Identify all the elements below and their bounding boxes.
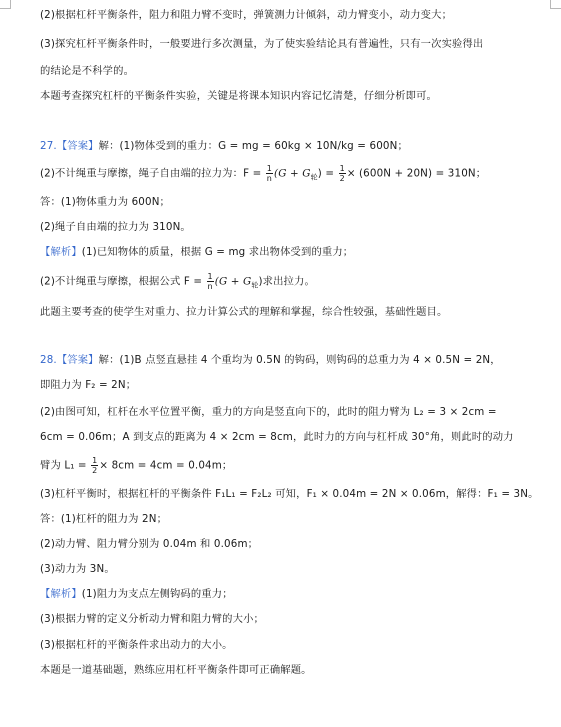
q27-formula-line-2 bbox=[40, 272, 549, 293]
fraction bbox=[91, 456, 98, 475]
text-line: 6cm = 0.06m；A 到支点的距离为 4 × 2cm = 8cm，此时力的方向与杠杆成 30°角，则此时的动力 bbox=[40, 431, 514, 443]
page-corner-mark-right bbox=[550, 0, 561, 9]
analysis-text: (1)阻力为支点左侧钩码的重力； bbox=[81, 588, 233, 600]
formula-prefix: (2)不计绳重与摩擦，绳子自由端的拉力为：F = bbox=[40, 167, 262, 180]
fraction bbox=[266, 164, 273, 183]
fraction-numerator: 1 bbox=[339, 164, 345, 173]
q27-answer-line bbox=[40, 139, 549, 153]
text-line: (2)动力臂、阻力臂分别为 0.04m 和 0.06m； bbox=[40, 538, 259, 550]
formula-part: ) = bbox=[317, 167, 335, 180]
text-line: 即阻力为 F₂ = 2N； bbox=[40, 379, 137, 391]
fraction-numerator: 1 bbox=[92, 456, 98, 465]
text-line: 本题是一道基础题，熟练应用杠杆平衡条件即可正确解题。 bbox=[40, 664, 312, 676]
q27-formula-line bbox=[40, 164, 549, 185]
question-number: 28. bbox=[40, 354, 57, 366]
formula-part: (G + G bbox=[274, 167, 311, 180]
question-number: 27. bbox=[40, 140, 57, 152]
text-line: (3)根据力臂的定义分析动力臂和阻力臂的大小； bbox=[40, 613, 264, 625]
text-line: (3)根据杠杆的平衡条件求出动力的大小。 bbox=[40, 639, 233, 651]
fraction-denominator: 2 bbox=[92, 466, 98, 475]
analysis-tag: 【解析】 bbox=[40, 588, 82, 600]
formula-subscript: 轮 bbox=[251, 281, 259, 290]
text-line: (3)动力为 3N。 bbox=[40, 563, 115, 575]
formula-part: (G + G bbox=[214, 275, 252, 288]
answer-tag: 【答案】 bbox=[56, 140, 99, 152]
fraction-numerator: 1 bbox=[207, 272, 213, 281]
answer-text: 解：(1)B 点竖直悬挂 4 个重均为 0.5N 的钩码，则钩码的总重力为 4 × 0.5N = 2N， bbox=[98, 354, 501, 366]
analysis-text: (1)已知物体的质量，根据 G = mg 求出物体受到的重力； bbox=[81, 246, 354, 258]
text-line: 此题主要考查的使学生对重力、拉力计算公式的理解和掌握，综合性较强，基础性题目。 bbox=[40, 306, 448, 318]
formula-suffix: × 8cm = 4cm = 0.04m； bbox=[99, 459, 233, 472]
fraction-denominator: n bbox=[207, 282, 213, 291]
fraction-denominator: n bbox=[266, 174, 273, 183]
formula-prefix: (2)不计绳重与摩擦，根据公式 F = bbox=[40, 275, 203, 288]
q28-analysis-line bbox=[40, 587, 549, 601]
analysis-tag: 【解析】 bbox=[40, 246, 82, 258]
text-line: (2)绳子自由端的拉力为 310N。 bbox=[40, 221, 191, 233]
text-line: (2)由图可知，杠杆在水平位置平衡，重力的方向是竖直向下的，此时的阻力臂为 L₂ = 3 × 2cm = bbox=[40, 406, 497, 418]
page-corner-mark-left bbox=[0, 0, 11, 9]
formula-suffix: × (600N + 20N) = 310N； bbox=[346, 167, 487, 180]
text-line: 答：(1)杠杆的阻力为 2N； bbox=[40, 513, 168, 525]
text-line: (3)探究杠杆平衡条件时，一般要进行多次测量，为了使实验结论具有普遍性，只有一次实验得出 bbox=[40, 38, 484, 50]
formula-subscript: 轮 bbox=[310, 173, 318, 182]
text-line: 的结论是不科学的。 bbox=[40, 65, 135, 77]
text-line: 答：(1)物体重力为 600N； bbox=[40, 196, 170, 208]
formula-prefix: 臂为 L₁ = bbox=[40, 459, 87, 472]
q28-answer-line bbox=[40, 353, 549, 367]
formula-suffix: )求出拉力。 bbox=[258, 275, 315, 288]
fraction-numerator: 1 bbox=[266, 164, 273, 173]
q27-analysis-line bbox=[40, 245, 549, 259]
text-line: (3)杠杆平衡时，根据杠杆的平衡条件 F₁L₁ = F₂L₂ 可知，F₁ × 0.04m = 2N × 0.06m，解得：F₁ = 3N。 bbox=[40, 488, 539, 500]
text-line: 本题考查探究杠杆的平衡条件实验，关键是将课本知识内容记忆清楚，仔细分析即可。 bbox=[40, 90, 437, 102]
answer-tag: 【答案】 bbox=[56, 354, 99, 366]
answer-text: 解：(1)物体受到的重力：G = mg = 60kg × 10N/kg = 600N； bbox=[98, 140, 408, 152]
text-line: (2)根据杠杆平衡条件，阻力和阻力臂不变时，弹簧测力计倾斜，动力臂变小，动力变大； bbox=[40, 9, 453, 21]
fraction-denominator: 2 bbox=[339, 174, 345, 183]
fraction bbox=[339, 164, 346, 183]
q28-formula-line bbox=[40, 456, 549, 475]
fraction bbox=[207, 272, 214, 291]
